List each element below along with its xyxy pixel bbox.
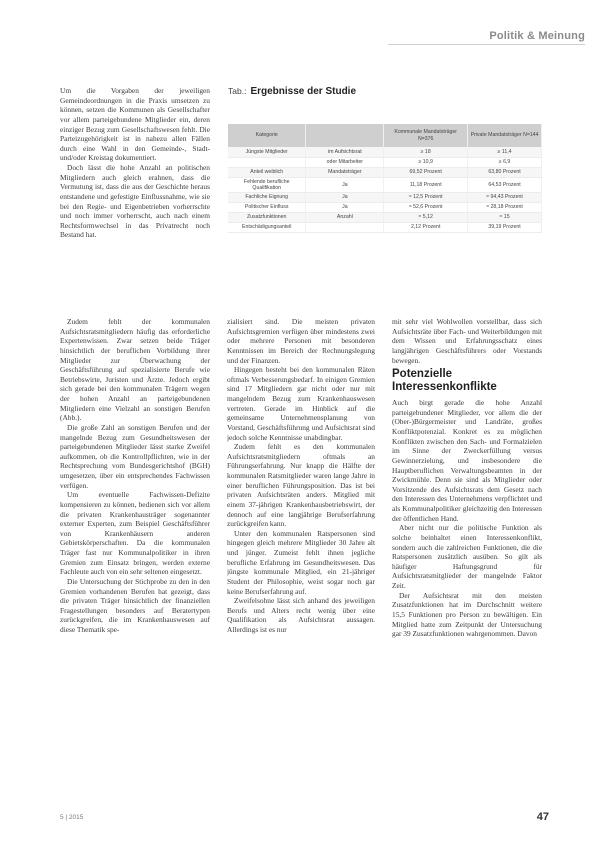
paragraph: Auch birgt gerade die hohe Anzahl parteigebundener Mitglieder, vor allem die der (Ober-)Bürgermeister und Landräte, großes Konfliktpotenzial. Konkret es zu möglichen Konflikten zwischen den Sach- und Formalzielen im Sinne der Zweckerfüllung versus Gewinnerzielung, und insbesondere die Hauptberuflichen Verwaltungsbeamten in der Zwickmühle. Denn sie sind als Mitglieder oder Vorsitzende des Aufsichtsrats dem Gesetz nach den Interessen des Unternehmens verpflichtet und als Kommunalpolitiker gleichzeitig den Interessen der öffentlichen Hand. [392, 398, 542, 523]
table-row [228, 222, 542, 232]
table-cell: Fehlende berufliche Qualifikation [228, 177, 306, 192]
table-caption-prefix: Tab.: [228, 86, 247, 96]
paragraph: Hingegen besteht bei den kommunalen Räten oftmals Verbesserungsbedarf. In einigen Gremien sind 17 Mitgliedern gar nicht oder nur mit mangelndem Bezug zum Krankenhauswesen vertreten. Gerade im Hinblick auf die gemeinsame Unternehmensplanung von Vorstand, Geschäftsführung und Aufsichtsrat sind jedoch solche Kenntnisse unabdingbar. [227, 365, 375, 442]
table-header-cell: Kommunale Mandatsträger N=376 [384, 124, 468, 147]
paragraph: Der Aufsichtsrat mit den meisten Zusatzfunktionen hat im Durchschnitt weitere 15,5 Funktionen pro Person zu bewältigen. Ein Mitglied hatte zum Zeitpunkt der Untersuchung gar 39 Zusatzfunktionen wahrgenommen. Davon [392, 590, 542, 639]
header-rule [388, 44, 585, 45]
table-row [228, 157, 542, 167]
paragraph: Unter den kommunalen Ratspersonen sind hingegen gleich mehrere Mitglieder 30 Jahre alt und jünger. Zumeist fehlt ihnen jegliche berufliche Erfahrung im Gesundheitswesen. Das jüngste kommunale Mitglied, ein 21-jähriger Student der Philosophie, weist sogar noch gar keine Berufserfahrung auf. [227, 528, 375, 596]
table-cell: im Aufsichtsrat [306, 147, 384, 157]
table-cell: 2,12 Prozent [384, 222, 468, 232]
paragraph: Zudem fehlt es den kommunalen Aufsichtsratsmitgliedern oftmals an Führungserfahrung. Nur knapp die Hälfte der kommunalen Ratsmitglieder waren lange Jahre in einer beruflichen Führungsposition. Das ist bei privaten Aufsichtsräten anders. Mitglied mit einem 37-jährigen Krankenhausbetriebswirt, der dennoch auf eine langjährige Berufserfahrung zurückgreifen kann. [227, 442, 375, 529]
paragraph: Zweifelsohne lässt sich anhand des jeweiligen Berufs und Alters recht wenig über eine Qualifikation als Aufsichtsrat aussagen. Allerdings ist es nur [227, 596, 375, 634]
table-row [228, 192, 542, 202]
results-table [228, 124, 542, 233]
table-cell: Anzahl [306, 212, 384, 222]
table-cell: 64,53 Prozent [468, 177, 542, 192]
paragraph: Doch lässt die hohe Anzahl an politischen Mitgliedern auch gleich erahnen, dass die Vermutung ist, dass die aus der Geschichte heraus entstandene und gefestigte Einflussnahme, wie sie bei den Regie- und Eigenbetrieben vorherrschte und noch immer vorherrscht, auch nach einem Rechtsformwechsel in das Privatrecht noch Bestand hat. [60, 163, 210, 240]
table-header-cell [306, 124, 384, 147]
column-1-top [60, 86, 210, 332]
paragraph: Aber nicht nur die politische Funktion als solche beinhaltet einen Interessenkonflikt, sondern auch die zahlreichen Funktionen, die die Ratspersonen zusätzlich ausüben. So gilt als häufiger Haftungsgrund für Aufsichtsratsmitglieder der mangelnde Faktor Zeit. [392, 523, 542, 590]
table-cell: Ja [306, 202, 384, 212]
table-cell: Fachliche Eignung [228, 192, 306, 202]
table-cell: Zusatzfunktionen [228, 212, 306, 222]
table-cell: ≈ 12,5 Prozent [384, 192, 468, 202]
page-number: 47 [536, 811, 549, 823]
table-row [228, 177, 542, 192]
table-row [228, 212, 542, 222]
table-cell: Mandatsträger [306, 167, 384, 177]
table-caption [228, 86, 356, 97]
table-cell: 63,80 Prozent [468, 167, 542, 177]
table-row [228, 167, 542, 177]
subheading: Potenzielle Interessenkonflikte [392, 368, 497, 394]
paragraph: Die große Zahl an sonstigen Berufen und der mangelnde Bezug zum Gesundheitswesen der parteigebundenen Mitglieder lässt starke Zweifel aufkommen, ob die Kontrollpflichten, wie in der Rechtsprechung vom Bundesgerichtshof (BGH) umgesetzen, über ein entsprechendes Fachwissen verfügen. [60, 422, 210, 490]
table-cell: Entschädigungsanteil [228, 222, 306, 232]
table-cell: ≈ 52,6 Prozent [384, 202, 468, 212]
section-label: Politik & Meinung [489, 30, 585, 42]
column-1-bottom [60, 317, 210, 787]
table-cell [228, 157, 306, 167]
table-cell: ≥ 6,9 [468, 157, 542, 167]
table-cell: Anteil weiblich [228, 167, 306, 177]
table-cell: ≥ 11,4 [468, 147, 542, 157]
paragraph: Um die Vorgaben der jeweiligen Gemeindeordnungen in die Praxis umsetzen zu können, setzen die Kommunen als Gesellschafter vor allem parteigebundene Mitglieder ein, deren einziger Bezug zum Gesellschaftswesen fehlt. Die Parteizugehörigkeit ist in nahezu allen Fällen durch eine Wahl in den Gemeinde-, Stadt- und/oder Kreistag dokumentiert. [60, 86, 210, 163]
table-cell: oder Mitarbeiter [306, 157, 384, 167]
table-header-cell: Kategorie [228, 124, 306, 147]
table-caption-title: Ergebnisse der Studie [250, 86, 357, 97]
table-cell: ≈ 15 [468, 212, 542, 222]
table-cell [306, 222, 384, 232]
table-cell: ≥ 18 [384, 147, 468, 157]
column-2 [227, 317, 375, 787]
table-cell: Ja [306, 177, 384, 192]
paragraph: Um eventuelle Fachwissen-Defizite kompensieren zu können, bedienen sich vor allem die privaten Krankenhausträger sogenannter externer Experten, zum Beispiel Geschäftsführer von Krankenhäusern anderen Gebietskörperschaften. Da die kommunalen Träger fast nur Kommunalpolitiker in ihren Gremien zum Einsatz bringen, werden externe Fachleute auch von ein sehr seltenen eingesetzt. [60, 490, 210, 577]
table-header-cell: Private Mandatsträger N=144 [468, 124, 542, 147]
table-row [228, 147, 542, 157]
paragraph: mit sehr viel Wohlwollen vorstellbar, dass sich Aufsichtsräte über Fach- und Weiterbildungen mit dem Wissen und Erfahrungsschatz eines langjährigen Geschäftsführers oder Vorstands bewegen. [392, 317, 542, 365]
table-cell: 69,52 Prozent [384, 167, 468, 177]
table-cell: 11,18 Prozent [384, 177, 468, 192]
table-cell: Ja [306, 192, 384, 202]
table-cell: Jüngste Mitglieder [228, 147, 306, 157]
paragraph: Die Untersuchung der Stichprobe zu den in den Gremien vorhandenen Berufen hat gezeigt, dass die privaten Träger hinsichtlich der finanziellen Fragestellungen besonders auf Beratertypen zurückgreifen, die im Krankenhauswesen auf diese Thematik spe- [60, 576, 210, 634]
table-row [228, 202, 542, 212]
table-cell: ≈ 94,43 Prozent [468, 192, 542, 202]
table-cell: 39,19 Prozent [468, 222, 542, 232]
column-3 [392, 317, 542, 787]
issue-label: 5 | 2015 [60, 814, 84, 821]
table-cell: Politischer Einfluss [228, 202, 306, 212]
paragraph: Zudem fehlt der kommunalen Aufsichtsratsmitgliedern häufig das erforderliche Expertenwissen. Zwar setzen beide Träger hinsichtlich der beruflichen Vorbildung ihrer Mitglieder zur Überwachung der Geschäftsführung auf spezialisierte Berufe wie Betriebswirte, Juristen und Ärzte. Jedoch ergibt sich gerade bei den kommunalen Trägern wegen der hohen Anzahl an parteigebundenen Mitgliedern eine Vielzahl an sonstigen Berufen (Abb.). [60, 317, 210, 423]
table-cell: ≈ 28,18 Prozent [468, 202, 542, 212]
table-header-row [228, 124, 542, 147]
table-cell: ≈ 5,12 [384, 212, 468, 222]
paragraph: zialisiert sind. Die meisten privaten Aufsichtsgremien verfügen über mindestens zwei oder mehrere Personen mit besonderen Kenntnissen im Bereich der Rechnungslegung und der Finanzen. [227, 317, 375, 365]
table-cell: ≥ 10,9 [384, 157, 468, 167]
